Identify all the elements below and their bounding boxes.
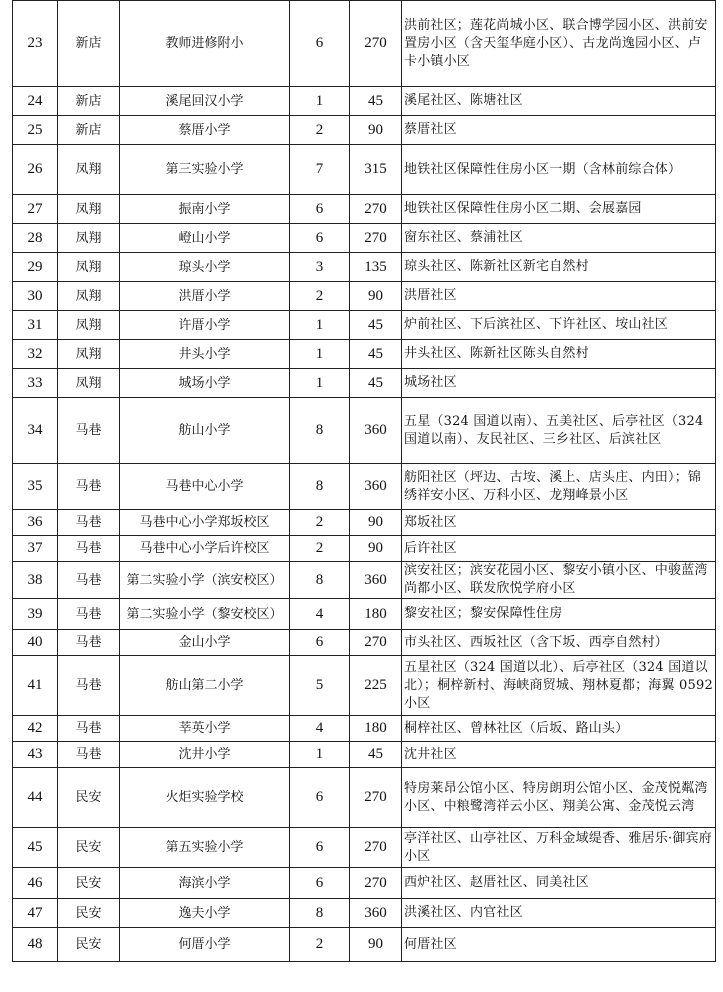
cell-school: 城场小学 <box>120 369 290 398</box>
table-row <box>13 145 716 195</box>
table-row <box>13 562 716 599</box>
cell-students: 45 <box>350 311 402 340</box>
cell-district: 新店 <box>58 116 120 145</box>
table-row <box>13 1 716 87</box>
cell-classes: 7 <box>290 145 350 195</box>
table-row <box>13 87 716 116</box>
cell-classes: 6 <box>290 828 350 868</box>
table-row <box>13 253 716 282</box>
cell-school: 马巷中心小学后许校区 <box>120 536 290 562</box>
cell-school: 溪尾回汉小学 <box>120 87 290 116</box>
cell-school: 蔡厝小学 <box>120 116 290 145</box>
cell-no: 38 <box>13 562 58 599</box>
cell-school: 莘英小学 <box>120 716 290 742</box>
cell-classes: 2 <box>290 928 350 962</box>
cell-classes: 2 <box>290 116 350 145</box>
cell-students: 45 <box>350 369 402 398</box>
cell-school: 井头小学 <box>120 340 290 369</box>
cell-classes: 5 <box>290 656 350 716</box>
cell-students: 90 <box>350 282 402 311</box>
cell-no: 43 <box>13 742 58 768</box>
cell-school: 金山小学 <box>120 630 290 656</box>
table-row <box>13 599 716 630</box>
cell-no: 32 <box>13 340 58 369</box>
cell-classes: 4 <box>290 716 350 742</box>
cell-students: 270 <box>350 828 402 868</box>
cell-students: 360 <box>350 398 402 464</box>
cell-school: 沈井小学 <box>120 742 290 768</box>
cell-area: 洪厝社区 <box>402 282 716 311</box>
cell-school: 洪厝小学 <box>120 282 290 311</box>
table-row <box>13 536 716 562</box>
cell-classes: 1 <box>290 87 350 116</box>
cell-no: 42 <box>13 716 58 742</box>
cell-district: 民安 <box>58 868 120 899</box>
cell-school: 第二实验小学（黎安校区） <box>120 599 290 630</box>
table-row <box>13 311 716 340</box>
cell-students: 135 <box>350 253 402 282</box>
table-row <box>13 369 716 398</box>
cell-area: 西炉社区、赵厝社区、同美社区 <box>402 868 716 899</box>
cell-classes: 3 <box>290 253 350 282</box>
cell-no: 33 <box>13 369 58 398</box>
cell-area: 沈井社区 <box>402 742 716 768</box>
cell-students: 180 <box>350 599 402 630</box>
cell-district: 凤翔 <box>58 145 120 195</box>
cell-no: 31 <box>13 311 58 340</box>
cell-no: 37 <box>13 536 58 562</box>
table-row <box>13 116 716 145</box>
cell-area: 地铁社区保障性住房小区一期（含林前综合体） <box>402 145 716 195</box>
cell-students: 225 <box>350 656 402 716</box>
table-row <box>13 340 716 369</box>
table-row <box>13 398 716 464</box>
cell-area: 溪尾社区、陈塘社区 <box>402 87 716 116</box>
cell-district: 凤翔 <box>58 282 120 311</box>
cell-classes: 6 <box>290 630 350 656</box>
cell-school: 何厝小学 <box>120 928 290 962</box>
cell-district: 凤翔 <box>58 340 120 369</box>
cell-district: 凤翔 <box>58 311 120 340</box>
cell-school: 火炬实验学校 <box>120 768 290 828</box>
cell-classes: 6 <box>290 768 350 828</box>
cell-no: 25 <box>13 116 58 145</box>
cell-no: 30 <box>13 282 58 311</box>
cell-school: 逸夫小学 <box>120 899 290 928</box>
table-row <box>13 630 716 656</box>
cell-classes: 4 <box>290 599 350 630</box>
cell-area: 炉前社区、下后滨社区、下许社区、垵山社区 <box>402 311 716 340</box>
cell-students: 270 <box>350 768 402 828</box>
cell-students: 270 <box>350 224 402 253</box>
cell-district: 马巷 <box>58 599 120 630</box>
table-row <box>13 768 716 828</box>
cell-students: 360 <box>350 562 402 599</box>
table-row <box>13 742 716 768</box>
table-body <box>13 1 716 962</box>
cell-classes: 1 <box>290 369 350 398</box>
cell-district: 马巷 <box>58 398 120 464</box>
cell-students: 270 <box>350 630 402 656</box>
cell-school: 第二实验小学（滨安校区） <box>120 562 290 599</box>
cell-school: 教师进修附小 <box>120 1 290 87</box>
cell-students: 90 <box>350 928 402 962</box>
cell-area: 何厝社区 <box>402 928 716 962</box>
cell-area: 蔡厝社区 <box>402 116 716 145</box>
cell-area: 地铁社区保障性住房小区二期、会展嘉园 <box>402 195 716 224</box>
cell-classes: 8 <box>290 398 350 464</box>
cell-school: 马巷中心小学郑坂校区 <box>120 510 290 536</box>
cell-classes: 1 <box>290 340 350 369</box>
cell-area: 特房莱昂公馆小区、特房朗玥公馆小区、金茂悦粼湾小区、中粮鹭湾祥云小区、翔美公寓、金茂悦云湾 <box>402 768 716 828</box>
cell-school: 舫山第二小学 <box>120 656 290 716</box>
cell-area: 后许社区 <box>402 536 716 562</box>
cell-school: 第五实验小学 <box>120 828 290 868</box>
cell-no: 41 <box>13 656 58 716</box>
cell-classes: 2 <box>290 536 350 562</box>
table-row <box>13 716 716 742</box>
cell-classes: 1 <box>290 742 350 768</box>
cell-district: 马巷 <box>58 536 120 562</box>
cell-no: 39 <box>13 599 58 630</box>
cell-students: 45 <box>350 742 402 768</box>
cell-area: 桐梓社区、曾林社区（后坂、路山头） <box>402 716 716 742</box>
cell-no: 40 <box>13 630 58 656</box>
cell-district: 马巷 <box>58 742 120 768</box>
cell-students: 360 <box>350 464 402 510</box>
cell-area: 五星社区（324 国道以北）、后亭社区（324 国道以北）；桐梓新村、海峡商贸城、翔林夏都；海翼 0592 小区 <box>402 656 716 716</box>
cell-students: 360 <box>350 899 402 928</box>
cell-no: 35 <box>13 464 58 510</box>
cell-area: 五星（324 国道以南）、五美社区、后亭社区（324 国道以南）、友民社区、三乡社区、后滨社区 <box>402 398 716 464</box>
cell-classes: 1 <box>290 311 350 340</box>
cell-school: 马巷中心小学 <box>120 464 290 510</box>
cell-students: 270 <box>350 868 402 899</box>
table-row <box>13 828 716 868</box>
cell-classes: 2 <box>290 282 350 311</box>
cell-district: 马巷 <box>58 464 120 510</box>
table-row <box>13 868 716 899</box>
cell-students: 45 <box>350 87 402 116</box>
cell-classes: 6 <box>290 868 350 899</box>
cell-school: 琼头小学 <box>120 253 290 282</box>
cell-students: 270 <box>350 195 402 224</box>
cell-classes: 8 <box>290 464 350 510</box>
cell-school: 嶝山小学 <box>120 224 290 253</box>
table-row <box>13 899 716 928</box>
table-row <box>13 195 716 224</box>
cell-no: 44 <box>13 768 58 828</box>
cell-school: 许厝小学 <box>120 311 290 340</box>
cell-area: 亭洋社区、山亭社区、万科金域缇香、雅居乐·御宾府小区 <box>402 828 716 868</box>
cell-classes: 6 <box>290 195 350 224</box>
enrollment-table <box>12 0 716 962</box>
cell-classes: 6 <box>290 224 350 253</box>
cell-no: 47 <box>13 899 58 928</box>
cell-area: 井头社区、陈新社区陈头自然村 <box>402 340 716 369</box>
cell-district: 凤翔 <box>58 224 120 253</box>
cell-students: 90 <box>350 510 402 536</box>
cell-area: 市头社区、西坂社区（含下坂、西亭自然村） <box>402 630 716 656</box>
cell-no: 48 <box>13 928 58 962</box>
cell-district: 民安 <box>58 768 120 828</box>
cell-students: 90 <box>350 536 402 562</box>
cell-no: 36 <box>13 510 58 536</box>
cell-district: 民安 <box>58 828 120 868</box>
cell-students: 45 <box>350 340 402 369</box>
cell-district: 马巷 <box>58 630 120 656</box>
cell-district: 马巷 <box>58 562 120 599</box>
cell-district: 马巷 <box>58 510 120 536</box>
cell-no: 28 <box>13 224 58 253</box>
cell-district: 民安 <box>58 928 120 962</box>
cell-no: 45 <box>13 828 58 868</box>
cell-classes: 8 <box>290 562 350 599</box>
cell-students: 270 <box>350 1 402 87</box>
cell-area: 滨安社区；滨安花园小区、黎安小镇小区、中骏蓝湾尚都小区、联发欣悦学府小区 <box>402 562 716 599</box>
cell-area: 洪溪社区、内官社区 <box>402 899 716 928</box>
cell-district: 马巷 <box>58 656 120 716</box>
cell-students: 180 <box>350 716 402 742</box>
cell-no: 46 <box>13 868 58 899</box>
table-row <box>13 224 716 253</box>
table-row <box>13 282 716 311</box>
cell-school: 海滨小学 <box>120 868 290 899</box>
cell-no: 27 <box>13 195 58 224</box>
cell-classes: 8 <box>290 899 350 928</box>
cell-district: 马巷 <box>58 716 120 742</box>
cell-area: 琼头社区、陈新社区新宅自然村 <box>402 253 716 282</box>
cell-school: 第三实验小学 <box>120 145 290 195</box>
cell-district: 凤翔 <box>58 195 120 224</box>
cell-no: 34 <box>13 398 58 464</box>
cell-district: 新店 <box>58 87 120 116</box>
table-row <box>13 510 716 536</box>
cell-no: 29 <box>13 253 58 282</box>
table-row <box>13 464 716 510</box>
cell-students: 315 <box>350 145 402 195</box>
cell-school: 舫山小学 <box>120 398 290 464</box>
cell-area: 郑坂社区 <box>402 510 716 536</box>
cell-no: 26 <box>13 145 58 195</box>
cell-area: 窗东社区、蔡浦社区 <box>402 224 716 253</box>
cell-district: 民安 <box>58 899 120 928</box>
cell-area: 黎安社区；黎安保障性住房 <box>402 599 716 630</box>
cell-no: 23 <box>13 1 58 87</box>
table-row <box>13 928 716 962</box>
table-row <box>13 656 716 716</box>
cell-no: 24 <box>13 87 58 116</box>
cell-students: 90 <box>350 116 402 145</box>
cell-school: 振南小学 <box>120 195 290 224</box>
cell-classes: 2 <box>290 510 350 536</box>
cell-district: 凤翔 <box>58 253 120 282</box>
cell-district: 新店 <box>58 1 120 87</box>
cell-classes: 6 <box>290 1 350 87</box>
cell-area: 洪前社区；莲花尚城小区、联合博学园小区、洪前安置房小区（含天玺华庭小区）、古龙尚逸园小区、卢卡小镇小区 <box>402 1 716 87</box>
cell-district: 凤翔 <box>58 369 120 398</box>
cell-area: 城场社区 <box>402 369 716 398</box>
cell-area: 舫阳社区（坪边、古垵、溪上、店头庄、内田）；锦绣祥安小区、万科小区、龙翔峰景小区 <box>402 464 716 510</box>
